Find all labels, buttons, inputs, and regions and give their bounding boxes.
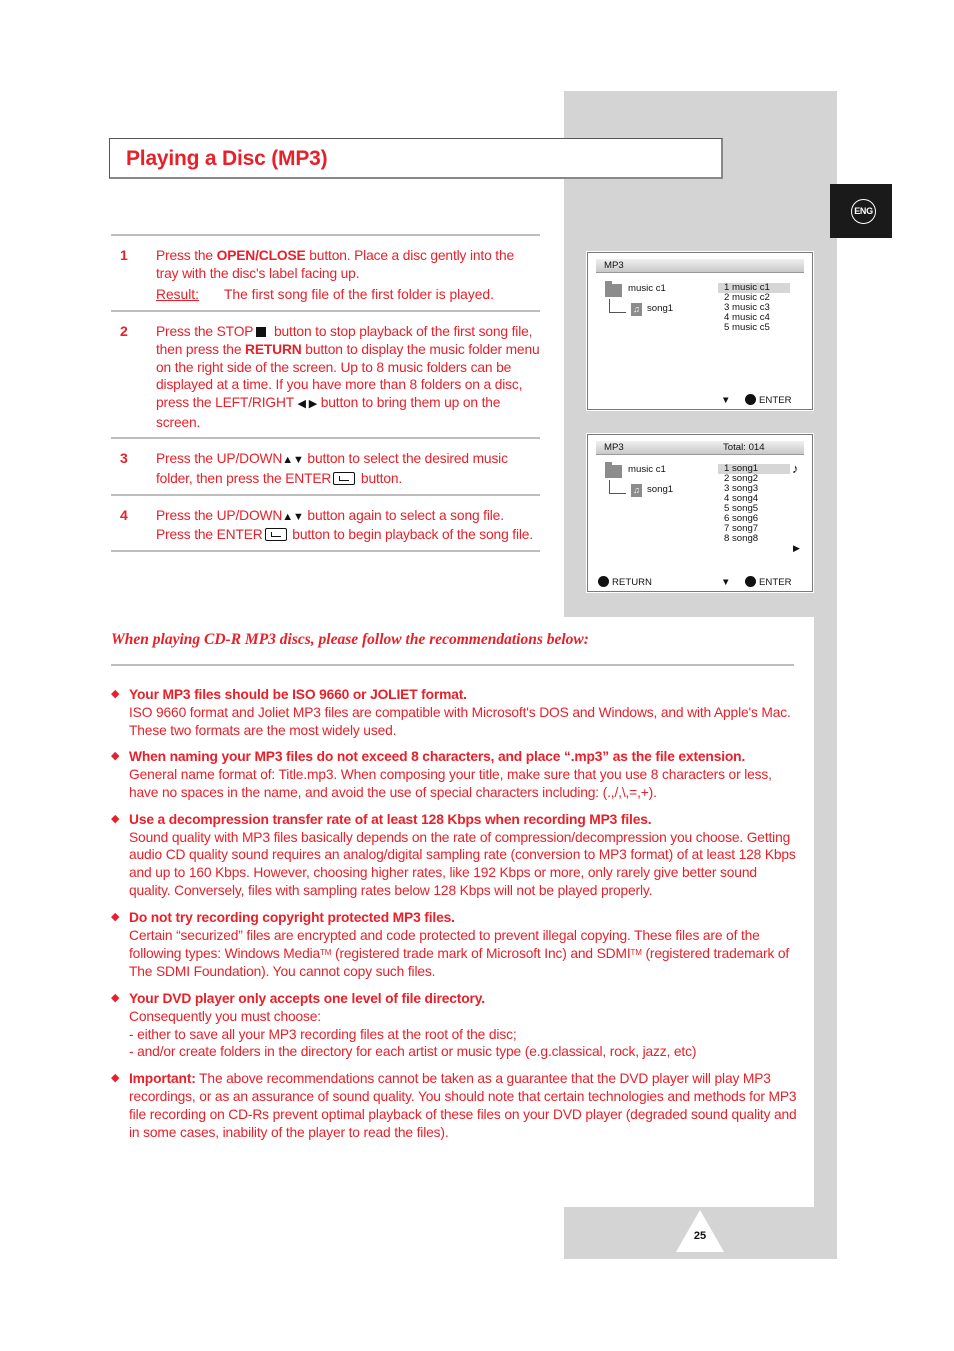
list-item[interactable]: 2 song2: [724, 473, 759, 484]
enter-button-icon: [745, 576, 756, 587]
step-text: Press the STOP button to stop playback of the first song file, then press the RETURN button to display the music folder menu on the right side of the screen. Up to 8 music folders can be displayed at a time. If you have more than 8 folders on a disc, press the LEFT/RIGHT ◀ ▶ button to bring them up on the screen.: [156, 324, 540, 430]
trademark-sup: TM: [320, 948, 332, 958]
folder-icon: [605, 284, 622, 297]
recommendations-list: [111, 686, 801, 1150]
up-down-arrows-icon: ▲▼: [282, 454, 304, 467]
recommendation-item: [111, 686, 801, 739]
recommendation-item: [111, 990, 801, 1061]
step-number: 3: [120, 450, 128, 467]
recommendation-body: Sound quality with MP3 files basically depends on the rate of compression/decompression you choose. Getting audio CD quality sound requires an analog/digital sampling rate (conversion to MP3 format) of at least 128 Kbps and up to 160 Kbps. However, choosing higher rates, like 192 Kbps or more, only rarely give better sound quality. Conversely, files with sampling rates below 128 Kbps will not be played properly.: [129, 829, 796, 898]
step-number: 4: [120, 506, 128, 523]
step-1: [111, 236, 540, 312]
list-item[interactable]: 4 song4: [724, 493, 759, 504]
recommendation-heading: Your DVD player only accepts one level of file directory.: [129, 990, 485, 1006]
osd-header-bar: [596, 441, 804, 455]
recommendation-heading: Use a decompression transfer rate of at least 128 Kbps when recording MP3 files.: [129, 811, 652, 827]
down-arrow-icon: ▼: [721, 577, 731, 588]
list-item[interactable]: 4 music c4: [724, 312, 770, 323]
step-text: Press the UP/DOWN▲▼ button to select the desired music folder, then press the ENTER button.: [156, 451, 508, 487]
song-list: [718, 464, 790, 544]
list-item[interactable]: 8 song8: [724, 533, 759, 544]
list-item[interactable]: 1 music c1: [718, 283, 790, 293]
step-4: [111, 496, 540, 552]
recommendation-line: - and/or create folders in the directory for each artist or music type (e.g.classical, rock, jazz, etc): [129, 1044, 697, 1060]
recommendation-body: General name format of: Title.mp3. When composing your title, make sure that you use 8 characters or less, have no spaces in the name, and avoid the use of special characters including: (.,/,\,=,+).: [129, 767, 772, 800]
return-button-icon: [598, 576, 609, 587]
song-name: song1: [647, 303, 674, 314]
list-item[interactable]: 3 music c3: [724, 302, 770, 313]
steps-list: [111, 234, 540, 552]
recommendation-body: Certain “securized” files are encrypted and code protected to prevent illegal copying. These files are of the following types: Windows Media™ (registered trade mark of Microsoft Inc) and SDMI™ (registered trademark of The SDMI Foundation). You cannot copy such files.: [129, 927, 790, 980]
recommendation-line: Consequently you must choose:: [129, 1008, 321, 1024]
language-badge: ENG: [851, 199, 876, 224]
folder-list: [718, 283, 790, 333]
step-text: Press the OPEN/CLOSE button. Place a disc gently into the tray with the disc's label facing up.: [156, 248, 515, 281]
step-2: [111, 312, 540, 439]
folder-icon: [605, 465, 622, 478]
music-note-icon: ♪: [792, 461, 799, 476]
step-result: [156, 286, 540, 304]
bullet-diamond-icon: ◆: [111, 1072, 120, 1085]
list-item[interactable]: 5 song5: [724, 503, 759, 514]
left-right-arrows-icon: ◀ ▶: [297, 397, 318, 410]
tree-line: [609, 480, 626, 494]
stop-icon: [256, 327, 266, 337]
recommendation-heading: Your MP3 files should be ISO 9660 or JOLIET format.: [129, 687, 467, 702]
osd-total: Total: 014: [723, 442, 765, 453]
step-3: [111, 439, 540, 495]
tree-line: [609, 299, 626, 313]
list-item[interactable]: 7 song7: [724, 523, 759, 534]
bullet-diamond-icon: ◆: [111, 910, 120, 923]
return-hint: RETURN: [598, 576, 652, 588]
song-file-icon: ♫: [631, 484, 642, 497]
enter-hint: ENTER: [745, 576, 792, 588]
language-tab: [830, 184, 892, 238]
osd-header: MP3: [604, 442, 624, 453]
recommendation-item: [111, 811, 801, 900]
divider: [111, 664, 794, 666]
bullet-diamond-icon: ◆: [111, 991, 120, 1004]
title-box: [109, 138, 723, 179]
list-item[interactable]: 3 song3: [724, 483, 759, 494]
step-text: Press the UP/DOWN▲▼ button again to select a song file. Press the ENTER button to begin playback of the song file.: [156, 507, 533, 543]
list-item[interactable]: 5 music c5: [724, 322, 770, 333]
enter-hint: ENTER: [745, 394, 792, 406]
recommendation-item: [111, 909, 801, 981]
bullet-diamond-icon: ◆: [111, 812, 120, 825]
recommendation-item: [111, 748, 801, 801]
recommendation-item: [111, 1070, 801, 1141]
recommendation-body: ISO 9660 format and Joliet MP3 files are compatible with Microsoft's DOS and Windows, and with Apple's Mac. These two formats are the most widely used.: [129, 704, 791, 738]
folder-name: music c1: [628, 283, 666, 294]
osd-screen-folders: [587, 252, 813, 410]
recommendation-body: Important: The above recommendations cannot be taken as a guarantee that the DVD player will play MP3 recordings, or as an assurance of sound quality. You should note that certain technologies and methods for MP3 file recording on CD-Rs prevent optimal playback of these files on your DVD player (degraded sound quality and in some cases, inability of the player to read the files).: [129, 1071, 797, 1140]
list-item[interactable]: 2 music c2: [724, 292, 770, 303]
gray-band-right: [814, 617, 837, 1207]
recommendations-heading: When playing CD-R MP3 discs, please follow the recommendations below:: [111, 631, 589, 648]
osd-header: MP3: [604, 260, 624, 271]
trademark-sup: TM: [630, 948, 642, 958]
osd-screen-songs: [587, 434, 813, 592]
list-item[interactable]: 1 song1: [718, 464, 790, 474]
list-item[interactable]: 6 song6: [724, 513, 759, 524]
enter-button-icon: [745, 394, 756, 405]
song-file-icon: ♫: [631, 303, 642, 316]
osd-header-bar: [596, 259, 804, 273]
result-text: The first song file of the first folder is played.: [224, 287, 494, 303]
down-arrow-icon: ▼: [721, 395, 731, 406]
song-name: song1: [647, 484, 674, 495]
recommendation-heading: Important:: [129, 1071, 196, 1087]
page-number: 25: [693, 1230, 707, 1242]
next-page-arrow-icon: ▶: [793, 543, 800, 553]
result-label: Result:: [156, 287, 199, 303]
step-number: 2: [120, 323, 128, 340]
step-number: 1: [120, 247, 128, 263]
recommendation-heading: Do not try recording copyright protected MP3 files.: [129, 909, 455, 925]
page-title: Playing a Disc (MP3): [126, 147, 328, 170]
recommendation-heading: When naming your MP3 files do not exceed 8 characters, and place “.mp3” as the file extension.: [129, 749, 746, 765]
bullet-diamond-icon: ◆: [111, 750, 120, 763]
enter-key-icon: [333, 472, 355, 485]
folder-name: music c1: [628, 464, 666, 475]
enter-key-icon: [265, 528, 287, 541]
recommendation-line: - either to save all your MP3 recording files at the root of the disc;: [129, 1026, 517, 1042]
bullet-diamond-icon: ◆: [111, 688, 120, 700]
up-down-arrows-icon: ▲▼: [282, 510, 304, 523]
